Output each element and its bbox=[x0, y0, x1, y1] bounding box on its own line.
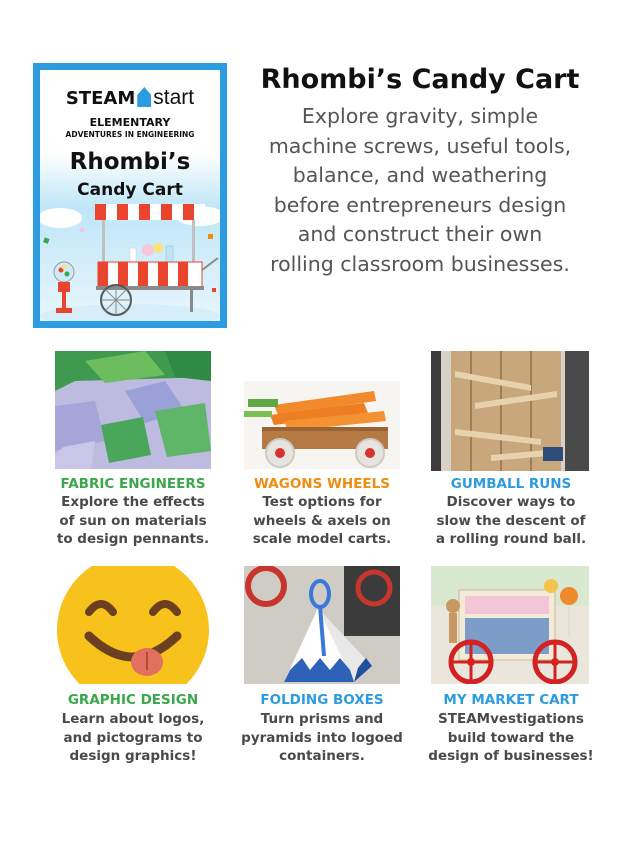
cover-series: ADVENTURES IN ENGINEERING bbox=[65, 130, 195, 139]
description-line: balance, and weathering bbox=[292, 163, 548, 187]
activity-title: WAGONS WHEELS bbox=[254, 476, 390, 492]
cover-title-line2: Candy Cart bbox=[77, 180, 183, 200]
logo-start-text: start bbox=[153, 86, 195, 109]
activity-description bbox=[416, 710, 606, 766]
description-line: slow the descent of bbox=[436, 512, 586, 529]
description-line: before entrepreneurs design bbox=[273, 192, 567, 217]
book-cover-art bbox=[40, 70, 220, 321]
activity-title: GRAPHIC DESIGN bbox=[67, 692, 199, 708]
book-cover bbox=[33, 63, 227, 328]
description-line: machine screws, useful tools, bbox=[268, 133, 572, 158]
fabric-photo bbox=[55, 351, 211, 469]
candy-cart-illustration bbox=[40, 198, 220, 321]
cover-title-line1: Rhombi’s bbox=[69, 149, 191, 175]
activity-description bbox=[38, 493, 228, 549]
activity-title: GUMBALL RUNS bbox=[450, 476, 572, 492]
activity-description bbox=[416, 493, 606, 549]
description-line: Explore gravity, simple bbox=[301, 104, 539, 128]
page-title: Rhombi’s Candy Cart bbox=[260, 64, 580, 95]
pencil-icon bbox=[137, 87, 151, 107]
description-line: containers. bbox=[279, 748, 365, 764]
description-line: Learn about logos, bbox=[61, 711, 205, 727]
emoji-icon bbox=[55, 566, 211, 684]
description-line: and construct their own bbox=[297, 222, 543, 246]
description-line: Discover ways to bbox=[446, 494, 576, 510]
description-line: build toward the bbox=[447, 729, 575, 746]
description-line: STEAMvestigations bbox=[438, 711, 584, 727]
logo-steam-text: STEAM bbox=[65, 88, 136, 109]
activity-title: MY MARKET CART bbox=[443, 692, 579, 708]
activity-title: FOLDING BOXES bbox=[260, 692, 384, 708]
description-line: design of businesses! bbox=[428, 748, 594, 764]
description-line: and pictograms to bbox=[63, 729, 203, 746]
activity-description bbox=[227, 710, 417, 766]
folding-box-photo bbox=[244, 566, 400, 684]
activity-description bbox=[38, 710, 228, 766]
activity-title: FABRIC ENGINEERS bbox=[60, 476, 206, 492]
page-description bbox=[236, 102, 604, 279]
market-cart-photo bbox=[431, 566, 589, 684]
description-line: design graphics! bbox=[69, 748, 197, 764]
description-line: rolling classroom businesses. bbox=[270, 251, 570, 276]
cover-level: ELEMENTARY bbox=[89, 116, 171, 129]
wagon-photo bbox=[244, 381, 400, 469]
activity-description bbox=[227, 493, 417, 549]
description-line: scale model carts. bbox=[252, 531, 392, 547]
description-line: to design pennants. bbox=[56, 531, 210, 547]
description-line: Turn prisms and bbox=[260, 711, 384, 727]
description-line: of sun on materials bbox=[59, 512, 207, 529]
description-line: pyramids into logoed bbox=[241, 729, 403, 746]
description-line: Test options for bbox=[262, 494, 382, 510]
gumball-run-photo bbox=[431, 351, 589, 471]
steam-start-logo bbox=[40, 86, 220, 110]
description-line: a rolling round ball. bbox=[435, 531, 587, 547]
description-line: wheels & axels on bbox=[253, 512, 391, 529]
description-line: Explore the effects bbox=[61, 494, 205, 510]
